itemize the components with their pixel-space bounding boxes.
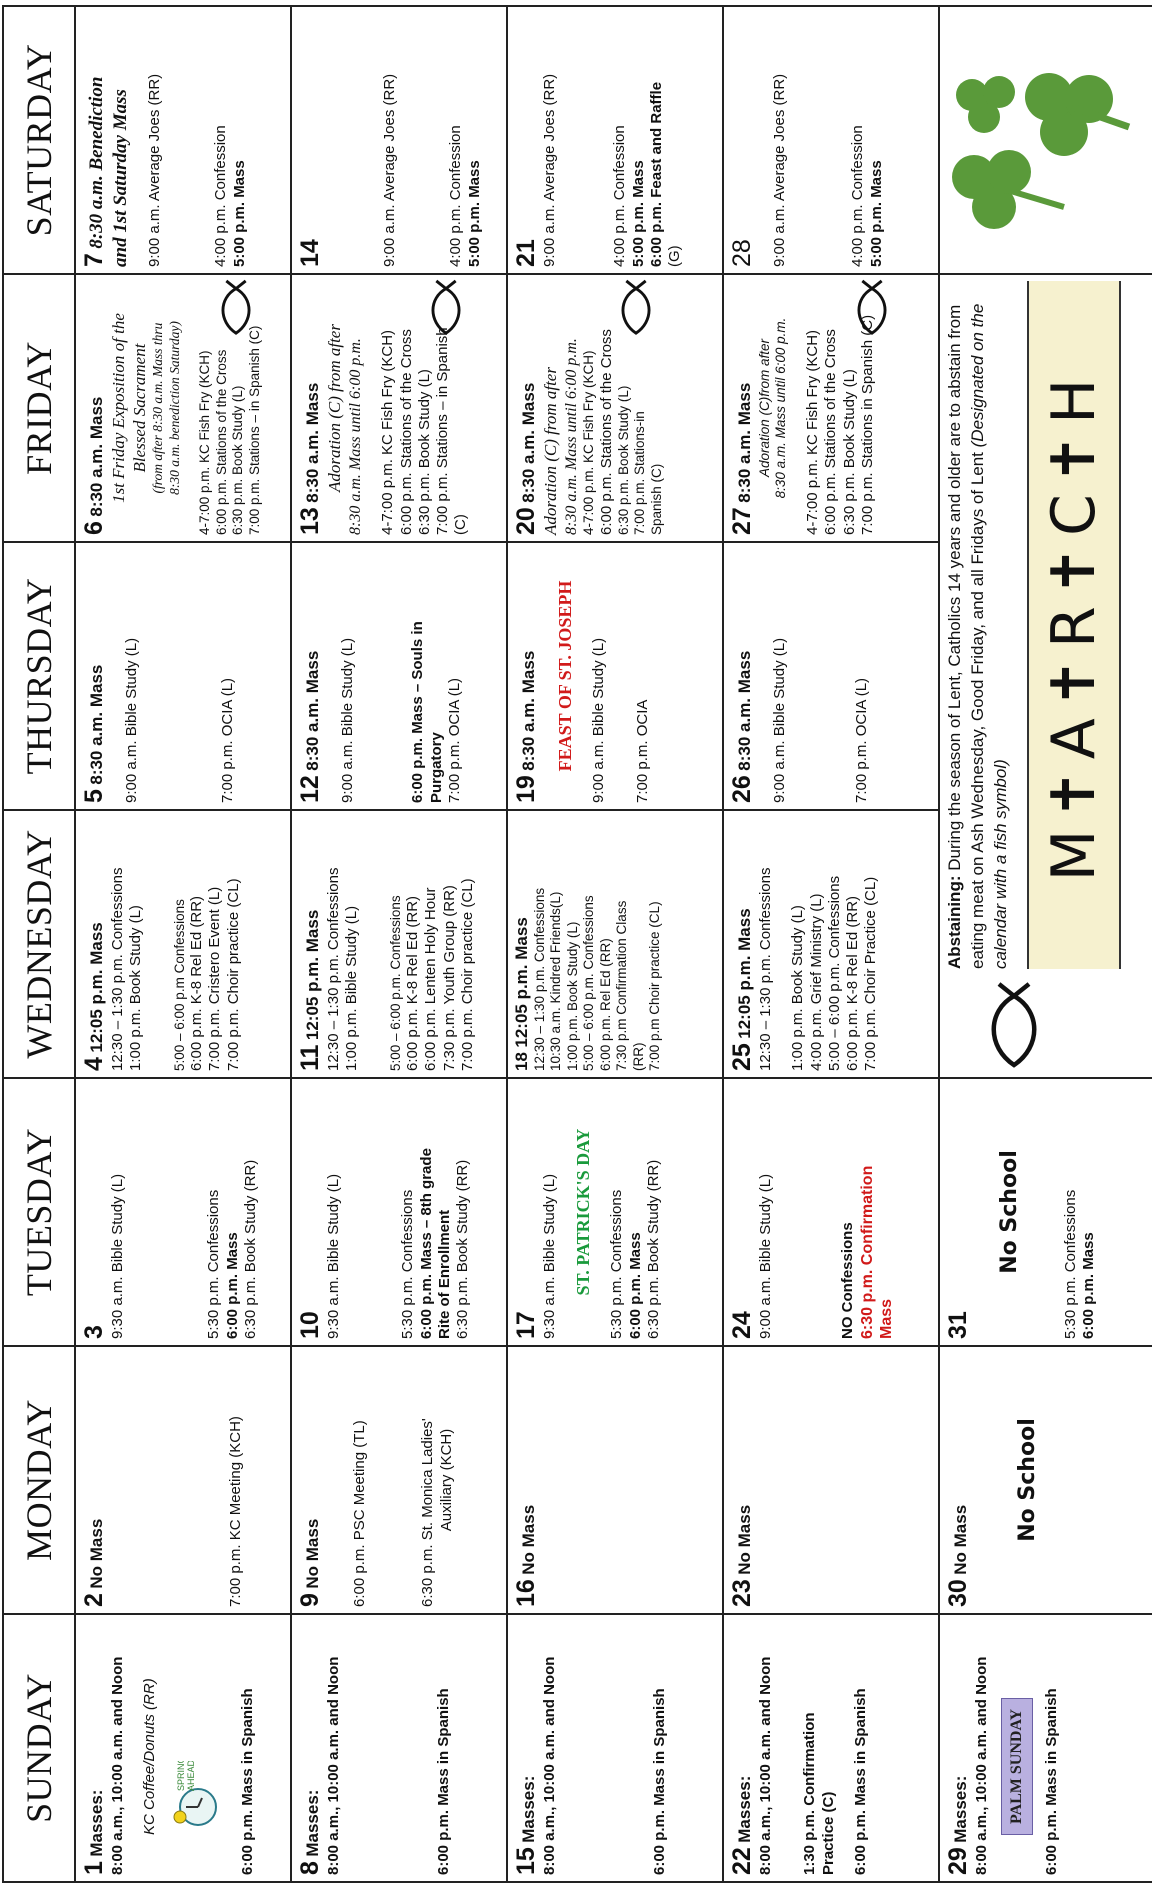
event-line: 7:00 p.m. Stations-in (632, 411, 648, 535)
event-line: 4-7:00 p.m. KC Fish Fry (KCH) (581, 350, 597, 535)
event-line: 10:30 a.m. Kindred Friends(L) (548, 891, 564, 1071)
day-number: 21 (512, 239, 540, 267)
no-mass-label: No Mass (951, 1504, 970, 1575)
event-line: 4-7:00 p.m. KC Fish Fry (KCH) (197, 350, 213, 535)
event-line: 12:30 – 1:30 p.m. Confessions (325, 867, 342, 1071)
no-mass-label: No Mass (519, 1504, 538, 1575)
event-line: (from after 8:30 a.m. Mass thru (150, 322, 166, 494)
event-line: 9:00 a.m. Average Joes (RR) (541, 73, 558, 267)
event-line: Adoration (C)from after (757, 338, 772, 478)
event-line: 5:00 p.m. Mass (230, 160, 248, 267)
day-number: 18 (512, 1052, 531, 1071)
event-line: 4:00 p.m. Confession (447, 125, 465, 267)
event-line: 9:00 a.m. Average Joes (RR) (146, 73, 164, 267)
day-number: 1 (80, 1861, 108, 1875)
event-line: 9:00 a.m. Bible Study (L) (771, 637, 788, 803)
abstaining-label: Abstaining: (945, 875, 964, 969)
event-line: Practice (C) (819, 1791, 837, 1875)
day-number: 9 (296, 1593, 324, 1607)
event-line: 6:30 p.m. Book Study (RR) (644, 1159, 662, 1339)
day-cell-10 (291, 1078, 507, 1346)
day-cell-7 (75, 6, 291, 274)
event-line: 4:00 p.m. Grief Ministry (L) (807, 893, 825, 1071)
event-line: 6:00 p.m. K-8 Rel Ed (RR) (844, 895, 862, 1071)
week-row-3 (507, 6, 723, 1882)
fish-icon (852, 279, 892, 337)
event-line: Adoration (C) from after (541, 367, 560, 535)
event-line: NO Confessions (839, 1222, 857, 1339)
day-cell-16 (507, 1346, 723, 1614)
event-line: 5:30 p.m. Confessions (608, 1189, 626, 1339)
event-line: 6:00 p.m. K-8 Rel Ed (RR) (188, 895, 206, 1071)
event-line: 7:30 p.m. Youth Group (RR) (440, 885, 458, 1071)
event-line: Spanish (C) (648, 463, 664, 535)
event-line: 8:00 a.m., 10:00 a.m. and Noon (109, 1656, 126, 1875)
event-line: 12:30 – 1:30 p.m. Confessions (757, 867, 774, 1071)
confirmation-mass-line: 6:30 p.m. Confirmation (858, 1165, 876, 1339)
day-number: 22 (728, 1847, 756, 1875)
day-number: 14 (296, 239, 324, 267)
day-number: 27 (728, 507, 756, 535)
event-line: 5:00 – 6:00 p.m. Confessions (387, 895, 403, 1071)
header-wednesday: WEDNESDAY (3, 810, 75, 1078)
event-line: Adoration (C) from after (325, 324, 344, 492)
day-number: 25 (728, 1043, 756, 1071)
event-line: 1:30 p.m. Confirmation (801, 1712, 819, 1875)
event-line: 8:30 a.m. benediction Saturday) (166, 321, 182, 495)
day-number: 11 (296, 1044, 324, 1071)
abstaining-text (944, 281, 1013, 969)
event-line: 4-7:00 p.m. KC Fish Fry (KCH) (379, 329, 397, 535)
event-line: 9:00 a.m. Average Joes (RR) (771, 73, 788, 267)
day-number: 4 (80, 1057, 108, 1071)
header-tuesday: TUESDAY (3, 1078, 75, 1346)
day-number: 20 (512, 507, 540, 535)
no-school-label: No School (1015, 1418, 1040, 1542)
event-line: 7:00 p.m. Stations in Spanish (C) (858, 314, 876, 535)
event-line: 7:30 p.m Confirmation Class (614, 900, 630, 1071)
event-line: 1:00 p.m. Book Study (L) (789, 905, 807, 1071)
day-cell-8 (291, 1614, 507, 1882)
event-line: 6:00 p.m. Mass (223, 1232, 241, 1339)
day-cell-1 (75, 1614, 291, 1882)
header-friday: FRIDAY (3, 274, 75, 542)
event-line: 12:30 – 1:30 p.m. Confessions (109, 867, 126, 1071)
masses-heading: Masses: (951, 1775, 970, 1843)
event-line: 7:00 p.m. Choir practice (CL) (458, 878, 476, 1071)
shamrock-cell (939, 6, 1152, 274)
week-row-1 (75, 6, 291, 1882)
day-number: 12 (296, 775, 324, 803)
mass-time: 8:30 a.m. Mass (735, 650, 754, 771)
header-thursday: THURSDAY (3, 542, 75, 810)
day-cell-20 (507, 274, 723, 542)
event-line: 6:00 p.m. Stations of the Cross (213, 349, 229, 535)
weekday-header-row (3, 6, 75, 1882)
day-number: 29 (944, 1847, 972, 1875)
day-cell-12 (291, 542, 507, 810)
event-line: 7:00 p.m. Choir Practice (CL) (862, 876, 880, 1071)
day-number: 30 (944, 1579, 972, 1607)
event-line: 6:00 p.m. Mass (626, 1232, 644, 1339)
masses-heading: Masses: (303, 1789, 322, 1857)
day-cell-11 (291, 810, 507, 1078)
day-cell-6 (75, 274, 291, 542)
event-line: 6:30 p.m. Book Study (RR) (241, 1159, 259, 1339)
event-line: 9:00 a.m. Bible Study (L) (339, 637, 356, 803)
mass-time: 8:30 a.m. Mass (303, 382, 322, 503)
event-line: Blessed Sacrament (129, 343, 149, 473)
confirmation-mass-line: Mass (878, 1298, 896, 1339)
event-line: 7:00 p.m. Stations – in Spanish (C) (246, 325, 262, 535)
event-line: 9:30 a.m. Bible Study (L) (325, 1173, 342, 1339)
abstaining-fish-note: (Designated on the calendar with a fish symbol) (967, 303, 1010, 969)
event-line: 4:00 p.m. Confession (212, 125, 230, 267)
event-line: KC Coffee/Donuts (RR) (141, 1678, 159, 1835)
event-line: 6:00 p.m. Mass in Spanish (435, 1688, 453, 1875)
no-school-label: No School (997, 1150, 1022, 1274)
event-line: 6:00 p.m. Stations of the Cross (397, 329, 415, 535)
event-line: 6:00 p.m. Mass in Spanish (651, 1688, 669, 1875)
event-line: 7:00 p.m. OCIA (L) (445, 677, 463, 803)
no-mass-label: No Mass (87, 1518, 106, 1589)
event-line: and 1st Saturday Mass (110, 89, 131, 267)
day-cell-3 (75, 1078, 291, 1346)
day-number: 24 (728, 1311, 756, 1339)
day-cell-24 (723, 1078, 939, 1346)
day-number: 8 (296, 1861, 324, 1875)
day-cell-13 (291, 274, 507, 542)
event-line: 6:30 p.m. Book Study (L) (415, 369, 433, 535)
event-line: 5:00 p.m. Mass (629, 160, 647, 267)
event-line: 5:00 – 6:00 p.m Confessions (171, 899, 187, 1071)
event-line: 8:30 a.m. Benediction (86, 76, 107, 249)
event-line: 8:00 a.m., 10:00 a.m. and Noon (757, 1656, 774, 1875)
header-saturday: SATURDAY (3, 6, 75, 274)
day-cell-9 (291, 1346, 507, 1614)
event-line: 6:30 p.m. Book Study (RR) (454, 1159, 472, 1339)
palm-sunday-icon: PALM SUNDAY (1001, 1698, 1033, 1835)
event-line: 7:00 p.m Choir practice (CL) (647, 901, 663, 1071)
feast-st-joseph-label: FEAST OF ST. JOSEPH (555, 580, 575, 772)
day-number: 6 (80, 521, 108, 535)
day-cell-27 (723, 274, 939, 542)
event-line: 5:00 p.m. Mass (867, 160, 885, 267)
day-cell-5 (75, 542, 291, 810)
mass-time: 8:30 a.m. Mass (519, 650, 538, 771)
day-cell-18 (507, 810, 723, 1078)
event-line: 4:00 p.m. Confession (849, 125, 867, 267)
no-mass-label: No Mass (735, 1504, 754, 1575)
masses-heading: Masses: (87, 1789, 106, 1857)
day-cell-31 (939, 1078, 1152, 1346)
day-cell-19 (507, 542, 723, 810)
event-line: 1:00 p.m. Book Study (L) (564, 921, 580, 1071)
event-line: 1st Friday Exposition of the (109, 313, 128, 503)
event-line: 7:00 p.m. Stations – in Spanish (434, 327, 452, 535)
event-line: 6:00 p.m. K-8 Rel Ed (RR) (404, 895, 422, 1071)
day-number: 7 (80, 253, 108, 267)
day-cell-4 (75, 810, 291, 1078)
day-number: 31 (944, 1311, 972, 1339)
day-cell-29 (939, 1614, 1152, 1882)
event-line: 5:30 p.m. Confessions (205, 1189, 223, 1339)
event-line: 6:00 p.m. Feast and Raffle (647, 81, 665, 267)
mass-time: 8:30 a.m. Mass (735, 382, 754, 503)
spring-ahead-clock-icon (166, 1761, 225, 1831)
day-cell-23 (723, 1346, 939, 1614)
mass-time: 12:05 p.m. Mass (87, 922, 106, 1053)
event-line: 6:00 p.m. PSC Meeting (TL) (351, 1420, 368, 1607)
svg-text:AHEAD: AHEAD (185, 1761, 196, 1791)
event-line: 6:30 p.m. St. Monica Ladies' (419, 1418, 437, 1607)
day-cell-15 (507, 1614, 723, 1882)
mass-time: 8:30 a.m. Mass (87, 396, 106, 517)
event-line: 8:00 a.m., 10:00 a.m. and Noon (973, 1656, 990, 1875)
event-line: Auxiliary (KCH) (437, 1428, 455, 1532)
mass-time: 12:05 p.m. Mass (512, 917, 531, 1048)
event-line: 4:00 p.m. Confession (611, 125, 629, 267)
event-line: 7:00 p.m. KC Meeting (KCH) (227, 1416, 244, 1607)
event-line: 8:30 a.m. Mass until 6:00 p.m. (562, 338, 580, 535)
event-line: 7:00 p.m. OCIA (L) (219, 677, 237, 803)
week-row-5 (939, 6, 1152, 1882)
day-number: 13 (296, 507, 324, 535)
fish-icon (426, 279, 466, 337)
day-number: 28 (728, 239, 756, 267)
event-line: 8:00 a.m., 10:00 a.m. and Noon (541, 1656, 558, 1875)
mass-time: 8:30 a.m. Mass (87, 664, 106, 785)
event-line: 6:30 p.m. Book Study (L) (840, 369, 858, 535)
week-row-4 (723, 6, 939, 1882)
event-line: 7:00 p.m. Choir practice (CL) (224, 878, 242, 1071)
header-sunday: SUNDAY (3, 1614, 75, 1882)
event-line: 5:00 p.m. Mass (465, 160, 483, 267)
event-line: 12:30 – 1:30 p.m. Confessions (532, 887, 547, 1071)
fish-icon (616, 279, 656, 337)
event-line: 6:00 p.m. Mass (1080, 1232, 1098, 1339)
day-cell-25 (723, 810, 939, 1078)
week-row-2 (291, 6, 507, 1882)
event-line: 6:00 p.m. Mass – 8th grade (417, 1148, 435, 1339)
day-cell-2 (75, 1346, 291, 1614)
event-line: 6:00 p.m. Mass in Spanish (1043, 1688, 1061, 1875)
event-line: 5:30 p.m. Confessions (1062, 1189, 1079, 1339)
event-line: (C) (452, 514, 470, 535)
event-line: 9:00 a.m. Average Joes (RR) (381, 73, 398, 267)
abstaining-body: During the season of Lent, Catholics 14 years and older are to abstain from eating meat on Ash Wednesday, Good Friday, and all Fridays of Lent (945, 304, 987, 969)
event-line: 4-7:00 p.m. KC Fish Fry (KCH) (803, 329, 821, 535)
masses-heading: Masses: (519, 1775, 538, 1843)
mass-time: 12:05 p.m. Mass (303, 909, 322, 1041)
event-line: 1:00 p.m. Bible Study (L) (343, 905, 361, 1071)
event-line: 6:30 p.m. Book Study (L) (616, 385, 632, 535)
event-line: 9:30 a.m. Bible Study (L) (109, 1173, 126, 1339)
event-line: 7:00 p.m. OCIA (L) (853, 677, 871, 803)
header-monday: MONDAY (3, 1346, 75, 1614)
day-number: 15 (512, 1847, 540, 1875)
day-cell-30 (939, 1346, 1152, 1614)
day-number: 26 (728, 775, 756, 803)
day-number: 3 (80, 1325, 108, 1339)
event-line: 6:00 p.m. Stations of the Cross (597, 329, 615, 535)
event-line: 6:00 p.m. Mass in Spanish (851, 1688, 869, 1875)
svg-text:SPRING: SPRING (175, 1761, 186, 1791)
day-cell-26 (723, 542, 939, 810)
fish-icon (216, 279, 256, 337)
event-line: 9:00 a.m. Bible Study (L) (757, 1173, 774, 1339)
event-line: 7:00 p.m. OCIA (634, 699, 652, 803)
day-cell-28 (723, 6, 939, 274)
march-banner: M✝A✝R✝C✝H (1027, 281, 1121, 969)
event-line: 6:00 p.m. Stations of the Cross (822, 329, 840, 535)
event-line: 9:00 a.m. Bible Study (L) (123, 637, 140, 803)
event-line: 6:00 p.m. Mass in Spanish (238, 1688, 256, 1875)
event-line: 6:00 p.m. Rel Ed (RR) (597, 938, 613, 1071)
mass-time: 12:05 p.m. Mass (735, 908, 754, 1039)
march-calendar (2, 5, 1152, 1883)
event-line: (G) (666, 245, 684, 267)
day-cell-21 (507, 6, 723, 274)
masses-heading: Masses: (735, 1775, 754, 1843)
no-mass-label: No Mass (303, 1518, 322, 1589)
day-number: 5 (80, 789, 108, 803)
day-number: 19 (512, 775, 540, 803)
event-line: Purgatory (427, 732, 445, 803)
event-line: 5:00 – 6:00 p.m. Confessions (581, 895, 597, 1071)
fish-icon (974, 981, 1054, 1071)
day-cell-22 (723, 1614, 939, 1882)
day-cell-14 (291, 6, 507, 274)
event-line: 9:30 a.m. Bible Study (L) (541, 1173, 558, 1339)
mass-time: 8:30 a.m. Mass (519, 382, 538, 503)
event-line: 8:30 a.m. Mass until 6:00 p.m. (346, 338, 364, 535)
event-line: 6:00 p.m. Mass – Souls in (409, 621, 427, 803)
event-line: 8:30 a.m. Mass until 6:00 p.m. (773, 317, 789, 499)
event-line: (RR) (630, 1042, 646, 1071)
event-line: 8:00 a.m., 10:00 a.m. and Noon (325, 1656, 342, 1875)
event-line: 9:00 a.m. Bible Study (L) (590, 637, 607, 803)
event-line: 5:30 p.m. Confessions (399, 1189, 417, 1339)
event-line: 1:00 p.m. Book Study (L) (127, 905, 145, 1071)
day-number: 17 (512, 1311, 540, 1339)
event-line: 6:00 p.m. Lenten Holy Hour (422, 887, 440, 1071)
day-number: 2 (80, 1593, 108, 1607)
st-patricks-day-label: ST. PATRICK'S DAY (573, 1128, 594, 1296)
day-number: 23 (728, 1579, 756, 1607)
day-cell-17 (507, 1078, 723, 1346)
shamrock-icon (944, 37, 1144, 267)
event-line: Rite of Enrollment (435, 1209, 453, 1339)
event-line: 6:30 p.m. Book Study (L) (230, 385, 246, 535)
day-number: 10 (296, 1311, 324, 1339)
day-number: 16 (512, 1579, 540, 1607)
event-line: 5:00 – 6:00 p.m. Confessions (825, 875, 843, 1071)
mass-time: 8:30 a.m. Mass (303, 650, 322, 771)
abstaining-note (939, 274, 1152, 1078)
event-line: 7:00 p.m. Cristero Event (L) (206, 886, 224, 1071)
